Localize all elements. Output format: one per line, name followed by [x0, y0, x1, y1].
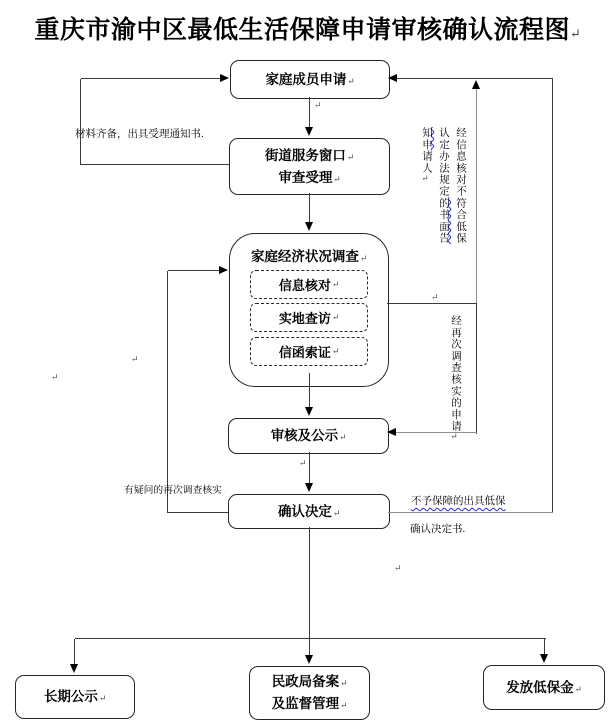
- paragraph-mark: ↵: [394, 563, 402, 573]
- survey-item-info-check: [250, 270, 368, 299]
- paragraph-mark: ↵: [314, 100, 322, 110]
- box-label: 街道服务窗口: [264, 147, 346, 163]
- item-label: 信息核对: [278, 278, 331, 293]
- annotation-notify-col2: [436, 127, 451, 251]
- annotation-notify-col1: [453, 127, 468, 251]
- title-text: 重庆市渝中区最低生活保障申请审核确认流程图: [34, 17, 571, 44]
- connector-apply-to-street: [309, 97, 310, 128]
- box-label: 审核及公示: [270, 428, 339, 444]
- paragraph-mark: ↵: [574, 683, 582, 694]
- connector-confirm-to-bureau: [309, 527, 310, 656]
- reinvestigate-text: 经再次调查核实的申请: [450, 315, 461, 432]
- annotation-doubt: 有疑问的再次调查核实: [124, 485, 222, 496]
- arrowhead-left-icon: [388, 74, 397, 82]
- spellcheck-wavy-text: 不予保障的出具低保: [411, 496, 506, 507]
- connector-doubt-bottom: [168, 512, 228, 513]
- paragraph-mark: ↵: [299, 458, 307, 468]
- annotation-reinvestigate: [448, 315, 463, 444]
- flowchart-title: [0, 10, 616, 46]
- connector-deny-top: [397, 78, 553, 79]
- paragraph-mark: ↵: [359, 253, 368, 263]
- box-label: 发放低保金: [506, 679, 574, 695]
- arrowhead-down-icon: [70, 664, 78, 673]
- connector-doubt-top: [168, 270, 219, 271]
- connector-street-feedback-bottom: [81, 164, 229, 165]
- annotation-deny-line2: 确认决定书.: [410, 524, 466, 535]
- paragraph-mark: ↵: [331, 279, 340, 289]
- paragraph-mark: ↵: [131, 354, 139, 364]
- connector-notify-up: [476, 88, 477, 304]
- paragraph-mark: ↵: [98, 693, 107, 704]
- box-label: 家庭经济状况调查: [250, 249, 359, 264]
- survey-item-letter-verify: [250, 337, 368, 366]
- paragraph-mark: ↵: [333, 173, 341, 184]
- paragraph-mark: ↵: [340, 678, 348, 689]
- connector-into-review: [396, 432, 477, 433]
- box-label: 确认决定: [277, 503, 332, 519]
- paragraph-mark: ↵: [431, 292, 439, 302]
- survey-item-field-visit: [250, 303, 368, 332]
- connector-survey-to-review: [309, 373, 310, 408]
- arrowhead-down-icon: [305, 483, 313, 492]
- annotation-notify-col3: [419, 127, 434, 251]
- connector-street-feedback-top: [81, 78, 221, 79]
- box-confirm-decision: [228, 494, 390, 529]
- arrowhead-right-icon: [219, 266, 228, 274]
- paragraph-mark: ↵: [421, 173, 431, 186]
- paragraph-mark: ↵: [570, 26, 582, 41]
- paragraph-mark: ↵: [450, 432, 460, 444]
- connector-to-grant: [544, 639, 545, 655]
- connector-distributor: [75, 638, 546, 639]
- paragraph-mark: ↵: [51, 372, 59, 382]
- paragraph-mark: ↵: [331, 346, 340, 356]
- box-label: 及监督管理: [271, 696, 340, 711]
- connector-street-feedback-side: [80, 79, 81, 165]
- box-family-apply: [230, 60, 390, 99]
- arrowhead-down-icon: [305, 655, 313, 664]
- notify-text: 知申请人: [421, 127, 432, 174]
- connector-doubt-side: [167, 271, 168, 513]
- connector-deny-side: [552, 78, 553, 513]
- paragraph-mark: ↵: [347, 75, 355, 86]
- paragraph-mark: ↵: [331, 312, 340, 322]
- arrowhead-down-icon: [540, 654, 548, 663]
- arrowhead-down-icon: [305, 127, 313, 136]
- arrowhead-up-icon: [472, 80, 480, 89]
- box-bureau-record: [249, 666, 370, 720]
- connector-review-to-confirm: [309, 452, 310, 484]
- arrowhead-right-icon: [220, 74, 229, 82]
- connector-reinvestigate-down: [476, 303, 477, 434]
- box-label: 长期公示: [43, 689, 98, 705]
- item-label: 实地查访: [278, 311, 331, 326]
- notify-text: 经信息核对不: [455, 127, 466, 198]
- spellcheck-wavy-text: 符合低保: [455, 197, 466, 245]
- connector-street-to-survey: [309, 193, 310, 223]
- annotation-materials: 材料齐备，出具受理通知书.: [75, 129, 204, 140]
- box-street-window: [229, 138, 390, 195]
- connector-survey-right: [387, 303, 477, 304]
- notify-text: 办法规定的书面告: [438, 150, 449, 245]
- arrowhead-left-icon: [387, 428, 396, 436]
- spellcheck-wavy-text: 认定: [438, 127, 449, 151]
- arrowhead-down-icon: [305, 407, 313, 416]
- box-longterm-publicity: [15, 675, 135, 719]
- paragraph-mark: ↵: [339, 432, 347, 443]
- box-review-publicity: [228, 418, 389, 454]
- paragraph-mark: ↵: [332, 507, 341, 518]
- item-label: 信函索证: [278, 345, 331, 360]
- connector-to-longterm: [74, 639, 75, 665]
- annotation-deny-line1: [411, 493, 506, 508]
- paragraph-mark: ↵: [340, 700, 348, 710]
- box-label: 家庭成员申请: [265, 71, 347, 87]
- connector-deny-bottom: [388, 512, 553, 513]
- box-label: 审查受理: [278, 169, 333, 185]
- paragraph-mark: ↵: [346, 151, 355, 162]
- box-label: 民政局备案: [271, 674, 340, 690]
- box-grant-allowance: [483, 665, 605, 710]
- arrowhead-down-icon: [305, 222, 313, 231]
